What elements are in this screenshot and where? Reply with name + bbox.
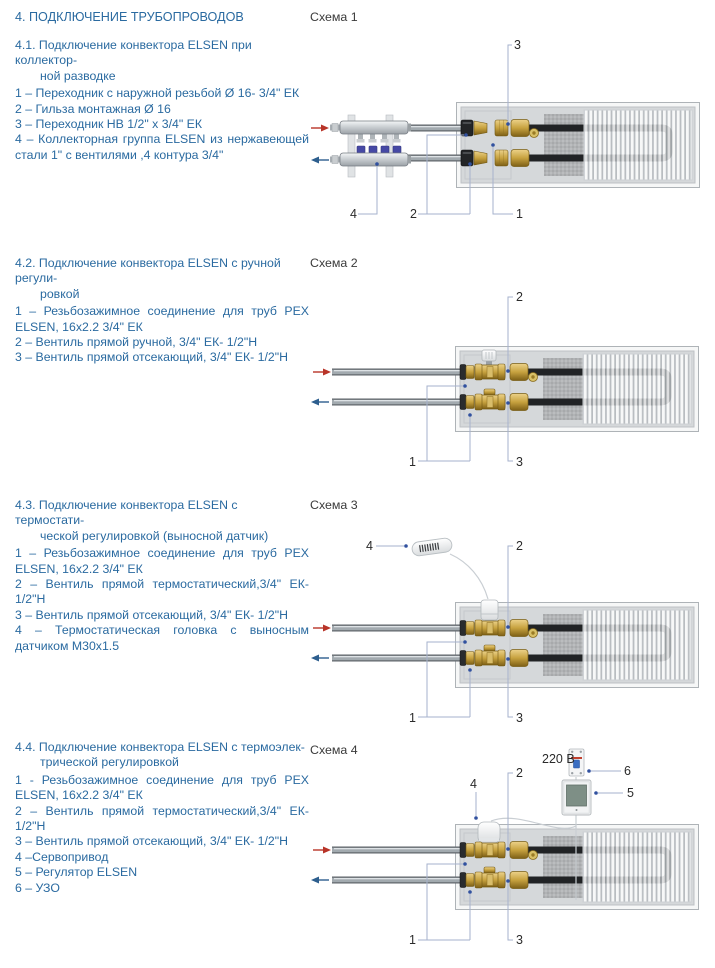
legend-item: 4 –Сервопривод	[15, 849, 109, 864]
scheme4-diagram	[310, 740, 710, 965]
compression-fitting-icon	[460, 621, 474, 636]
legend-item: 5 – Регулятор ELSEN	[15, 865, 138, 880]
thermostatic-head-icon	[481, 600, 498, 622]
thermostatic-valve-icon	[475, 842, 505, 858]
compression-fitting-icon	[460, 365, 474, 380]
section-4-3	[15, 498, 309, 654]
heading-line1: 4.4. Подключение конвектора ELSEN с термоэлек-	[15, 740, 305, 754]
return-pipe	[332, 655, 462, 662]
voltage-label: 220 В	[542, 752, 575, 766]
shutoff-valve-icon	[475, 872, 505, 888]
legend-item: 3 – Вентиль прямой отсекающий, 3/4" ЕК- 1/2"Н	[15, 607, 288, 622]
adapter-fitting-icon	[474, 151, 487, 165]
legend-item: 4 – Термостатическая головка с выносным датчиком M30x1.5	[15, 623, 309, 653]
remote-sensor-icon	[411, 537, 453, 556]
legend-item: 3 – Вентиль прямой отсекающий, 3/4" ЕК- 1/2"Н	[15, 834, 288, 849]
scheme4-label: Схема 4	[310, 743, 358, 757]
callout-label: 3	[516, 933, 523, 947]
section-heading	[15, 256, 309, 302]
legend-item: 3 – Переходник НВ 1/2" х 3/4" ЕК	[15, 117, 202, 132]
callout-4	[470, 777, 478, 820]
callout-label: 4	[350, 207, 357, 221]
supply-arrow-icon	[311, 125, 329, 132]
adapter-fitting-icon	[474, 121, 487, 135]
callout-label: 2	[516, 766, 523, 780]
callout-label: 3	[514, 38, 521, 52]
supply-arrow-icon	[313, 369, 331, 376]
scheme2-label: Схема 2	[310, 256, 358, 270]
callout-label: 4	[470, 777, 477, 791]
callout-label: 5	[627, 786, 634, 800]
heading-line2: ровкой	[40, 286, 80, 301]
callout-label: 3	[516, 455, 523, 469]
return-pipe	[332, 399, 462, 406]
legend-item: 2 – Гильза монтажная Ø 16	[15, 101, 171, 116]
return-arrow-icon	[311, 157, 329, 164]
heading-line1: 4.2. Подключение конвектора ELSEN с ручной регули-	[15, 256, 281, 286]
scheme1-diagram	[310, 28, 710, 243]
manual-valve-icon	[475, 364, 505, 380]
legend-item: 1 – Резьбозажимное соединение для труб PEX ELSEN, 16х2.2 3/4" ЕК	[15, 546, 309, 576]
return-pipe	[408, 155, 462, 162]
return-arrow-icon	[311, 399, 329, 406]
supply-pipe	[332, 625, 462, 632]
legend-item: 6 – УЗО	[15, 880, 60, 895]
legend-item: 1 - Резьбозажимное соединение для труб PEX ELSEN, 16х2.2 3/4" ЕК	[15, 772, 309, 803]
compression-fitting-icon	[460, 395, 474, 410]
legend-item: 4 – Коллекторная группа ELSEN из нержавеющей стали 1" с вентилями ,4 контура 3/4"	[15, 132, 309, 162]
callout-label: 1	[409, 711, 416, 725]
scheme3-diagram	[310, 520, 710, 732]
section-heading	[15, 740, 309, 771]
legend-item: 2 – Вентиль прямой ручной, 3/4" ЕК- 1/2"Н	[15, 335, 258, 350]
return-arrow-icon	[311, 877, 329, 884]
section-4-4	[15, 740, 309, 896]
regulator-icon	[562, 780, 591, 815]
hex-adapter-icon	[495, 150, 508, 166]
callout-label: 1	[409, 933, 416, 947]
callout-label: 2	[410, 207, 417, 221]
heading-line1: 4.1. Подключение конвектора ELSEN при коллектор-	[15, 38, 252, 68]
compression-fitting-icon	[460, 873, 474, 888]
callout-label: 1	[516, 207, 523, 221]
heading-line2: трической регулировкой	[40, 755, 179, 770]
supply-pipe	[332, 369, 462, 376]
supply-arrow-icon	[313, 847, 331, 854]
section-4-2	[15, 256, 309, 366]
hex-adapter-icon	[495, 120, 508, 136]
section-heading	[15, 38, 309, 84]
callout-label: 4	[366, 539, 373, 553]
page-title: 4. ПОДКЛЮЧЕНИЕ ТРУБОПРОВОДОВ	[15, 10, 244, 24]
heading-line2: ной разводке	[40, 68, 116, 83]
scheme2-diagram	[310, 280, 710, 480]
legend-item: 2 – Вентиль прямой термостатический,3/4" ЕК- 1/2"Н	[15, 803, 309, 834]
compression-fitting-icon	[460, 843, 474, 858]
heading-line2: ческой регулировкой (выносной датчик)	[40, 528, 269, 543]
supply-arrow-icon	[313, 625, 331, 632]
legend-item: 1 – Резьбозажимное соединение для труб PEX ELSEN, 16х2.2 3/4" ЕК	[15, 304, 309, 334]
callout-label: 2	[516, 290, 523, 304]
callout-label: 2	[516, 539, 523, 553]
section-heading	[15, 498, 309, 544]
manifold-illustration	[330, 115, 411, 177]
legend-item: 3 – Вентиль прямой отсекающий, 3/4" ЕК- 1/2"Н	[15, 350, 288, 365]
servo-actuator-icon	[478, 822, 500, 845]
callout-5	[594, 786, 634, 800]
supply-pipe	[408, 125, 462, 132]
return-pipe	[332, 877, 462, 884]
section-4-1	[15, 38, 309, 163]
scheme1-label: Схема 1	[310, 10, 358, 24]
thermostatic-valve-icon	[475, 620, 505, 636]
supply-pipe	[332, 847, 462, 854]
scheme3-label: Схема 3	[310, 498, 358, 512]
legend-item: 1 – Переходник с наружной резьбой Ø 16- 3/4" ЕК	[15, 86, 300, 101]
callout-6	[587, 764, 631, 778]
callout-label: 1	[409, 455, 416, 469]
callout-label: 3	[516, 711, 523, 725]
sensor-wire	[450, 554, 488, 599]
shutoff-valve-icon	[475, 650, 505, 666]
callout-label: 6	[624, 764, 631, 778]
return-arrow-icon	[311, 655, 329, 662]
heading-line1: 4.3. Подключение конвектора ELSEN с термостати-	[15, 498, 238, 528]
callout-4	[366, 539, 408, 553]
legend-item: 2 – Вентиль прямой термостатический,3/4" ЕК- 1/2"Н	[15, 577, 309, 607]
shutoff-valve-icon	[475, 394, 505, 410]
compression-fitting-icon	[460, 651, 474, 666]
